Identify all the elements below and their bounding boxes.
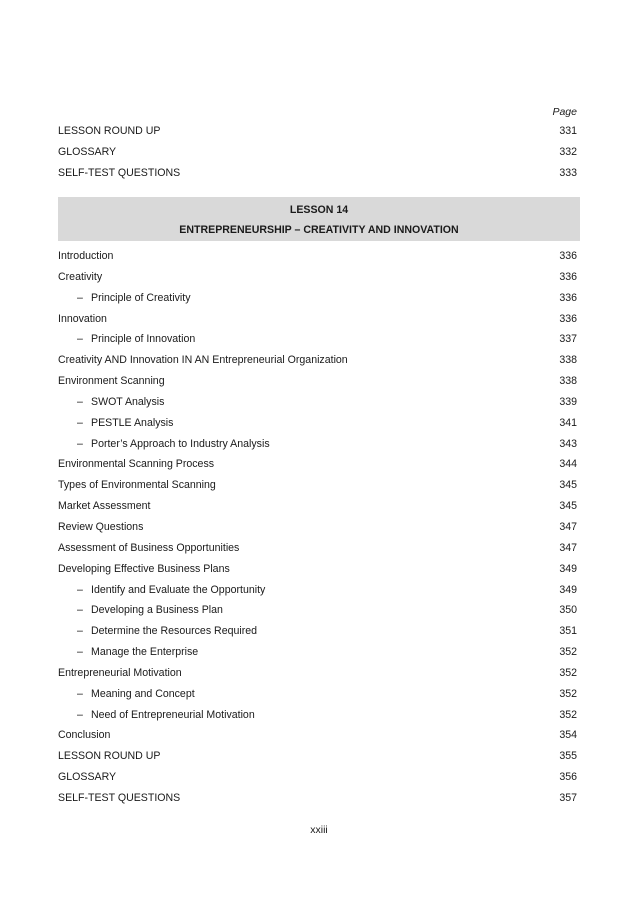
toc-page-number: 352 — [559, 687, 577, 700]
toc-page-number: 338 — [559, 375, 577, 388]
subentry-dash: – — [77, 291, 83, 304]
toc-subentry-text: Porter’s Approach to Industry Analysis — [91, 437, 270, 450]
toc-entry-label: Creativity AND Innovation IN AN Entrepreneurial Organization — [58, 354, 348, 367]
toc-subentry-text: SWOT Analysis — [91, 395, 165, 408]
toc-page-number: 337 — [559, 333, 577, 346]
toc-page-number: 339 — [559, 395, 577, 408]
toc-entry — [58, 371, 577, 392]
toc-page-number: 352 — [559, 666, 577, 679]
toc-entry-label: Types of Environmental Scanning — [58, 479, 216, 492]
toc-top-entries — [58, 121, 577, 184]
subentry-dash: – — [77, 646, 83, 659]
toc-entry-label: Review Questions — [58, 520, 144, 533]
subentry-dash: – — [77, 437, 83, 450]
toc-entry-label: SELF-TEST QUESTIONS — [58, 166, 181, 179]
toc-subentry — [58, 288, 577, 309]
toc-entry — [58, 788, 577, 809]
toc-entry — [58, 309, 577, 330]
toc-subentry-text: Principle of Creativity — [91, 291, 191, 304]
toc-subentry — [58, 392, 577, 413]
toc-subentry — [58, 329, 577, 350]
toc-entry-label: Entrepreneurial Motivation — [58, 666, 182, 679]
toc-entry — [58, 517, 577, 538]
toc-entry-label: Environment Scanning — [58, 375, 165, 388]
toc-entry-label: Market Assessment — [58, 500, 151, 513]
toc-entry — [58, 746, 577, 767]
toc-subentry — [58, 705, 577, 726]
toc-entry-label: GLOSSARY — [58, 145, 117, 158]
toc-entries — [58, 246, 577, 809]
toc-subentry-text: PESTLE Analysis — [91, 416, 174, 429]
toc-page-number: 356 — [559, 771, 577, 784]
toc-entry-label: Assessment of Business Opportunities — [58, 541, 240, 554]
toc-subentry — [58, 600, 577, 621]
toc-page-number: 338 — [559, 354, 577, 367]
toc-subentry-text: Determine the Resources Required — [91, 625, 258, 638]
toc-entry — [58, 267, 577, 288]
toc-entry-label — [58, 580, 547, 601]
toc-entry — [58, 163, 577, 184]
toc-page-number: 343 — [559, 437, 577, 450]
toc-entry-label: Creativity — [58, 270, 103, 283]
toc-page-number: 354 — [559, 729, 577, 742]
toc-subentry — [58, 413, 577, 434]
footer-page-number: xxiii — [310, 824, 328, 836]
subentry-dash: – — [77, 333, 83, 346]
toc-entry-label: Innovation — [58, 312, 107, 325]
toc-page-number: 351 — [559, 625, 577, 638]
toc-entry — [58, 725, 577, 746]
toc-entry — [58, 121, 577, 142]
toc-page-number: 347 — [559, 541, 577, 554]
toc-entry-label: LESSON ROUND UP — [58, 750, 161, 763]
toc-page-number: 332 — [559, 145, 577, 158]
toc-page-number: 336 — [559, 312, 577, 325]
toc-entry — [58, 475, 577, 496]
toc-page-number: 336 — [559, 250, 577, 262]
toc-entry-label: Developing Effective Business Plans — [58, 562, 230, 575]
toc-subentry — [58, 684, 577, 705]
toc-page-number: 352 — [559, 646, 577, 659]
toc-entry-label — [58, 621, 547, 642]
toc-entry-label — [58, 413, 547, 434]
toc-page-number: 350 — [559, 604, 577, 617]
toc-page-number: 355 — [559, 750, 577, 763]
toc-entry-label — [58, 642, 547, 663]
toc-page-number: 333 — [559, 166, 577, 179]
subentry-dash: – — [77, 416, 83, 429]
toc-page-number: 352 — [559, 708, 577, 721]
toc-entry-label: LESSON ROUND UP — [58, 125, 161, 137]
toc-entry — [58, 559, 577, 580]
lesson-title: ENTREPRENEURSHIP – CREATIVITY AND INNOVATION — [179, 224, 459, 236]
toc-entry — [58, 767, 577, 788]
lesson-number: LESSON 14 — [289, 204, 349, 216]
toc-entry-label: Introduction — [58, 250, 114, 262]
toc-page-number: 349 — [559, 583, 577, 596]
toc-page-number: 331 — [559, 125, 577, 137]
toc-subentry — [58, 580, 577, 601]
toc-entry-label: SELF-TEST QUESTIONS — [58, 791, 181, 804]
toc-page-number: 347 — [559, 520, 577, 533]
toc-entry — [58, 142, 577, 163]
toc-subentry-text: Identify and Evaluate the Opportunity — [91, 583, 266, 596]
toc-page-number: 336 — [559, 291, 577, 304]
subentry-dash: – — [77, 583, 83, 596]
toc-entry — [58, 246, 577, 267]
toc-subentry-text: Principle of Innovation — [91, 333, 196, 346]
toc-entry-label — [58, 434, 547, 455]
toc-entry-label: GLOSSARY — [58, 771, 117, 784]
toc-entry-label — [58, 329, 547, 350]
toc-entry — [58, 350, 577, 371]
toc-subentry-text: Meaning and Concept — [91, 687, 195, 700]
toc-entry-label: Conclusion — [58, 729, 111, 742]
toc-subentry-text: Need of Entrepreneurial Motivation — [91, 708, 255, 721]
toc-entry — [58, 538, 577, 559]
toc-entry-label — [58, 600, 547, 621]
toc-entry — [58, 454, 577, 475]
toc-entry-label — [58, 288, 547, 309]
lesson-header — [58, 197, 580, 241]
toc-page-number: 357 — [559, 791, 577, 804]
toc-entry — [58, 663, 577, 684]
toc-subentry — [58, 642, 577, 663]
toc-subentry — [58, 621, 577, 642]
toc-entry-label — [58, 684, 547, 705]
subentry-dash: – — [77, 687, 83, 700]
toc-page-number: 345 — [559, 479, 577, 492]
toc-entry — [58, 496, 577, 517]
subentry-dash: – — [77, 604, 83, 617]
page-column-label: Page — [552, 106, 577, 118]
toc-page-number: 349 — [559, 562, 577, 575]
subentry-dash: – — [77, 625, 83, 638]
toc-page-number: 341 — [559, 416, 577, 429]
toc-page-number: 345 — [559, 500, 577, 513]
toc-page-number: 336 — [559, 270, 577, 283]
toc-entry-label — [58, 392, 547, 413]
toc-page-number: 344 — [559, 458, 577, 471]
subentry-dash: – — [77, 395, 83, 408]
subentry-dash: – — [77, 708, 83, 721]
toc-subentry-text: Developing a Business Plan — [91, 604, 223, 617]
toc-subentry — [58, 434, 577, 455]
toc-entry-label — [58, 705, 547, 726]
toc-subentry-text: Manage the Enterprise — [91, 646, 199, 659]
toc-entry-label: Environmental Scanning Process — [58, 458, 215, 471]
